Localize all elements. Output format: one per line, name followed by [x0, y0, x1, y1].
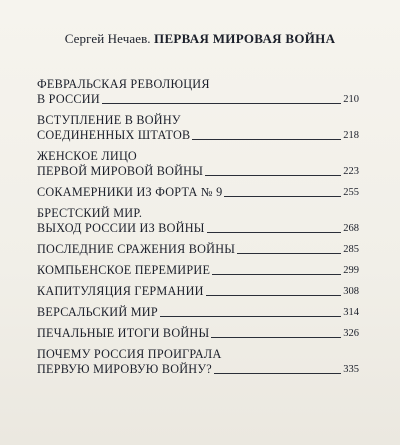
toc-entry-row — [37, 326, 359, 341]
toc-entry — [37, 305, 359, 320]
toc-entry — [37, 347, 359, 377]
toc-entry-row — [37, 164, 359, 179]
toc-page-number: 308 — [343, 286, 359, 297]
toc-entry — [37, 149, 359, 179]
toc-entry-title-line: СОЕДИНЕННЫХ ШТАТОВ — [37, 128, 191, 142]
toc-entry-title-line: ЖЕНСКОЕ ЛИЦО — [37, 149, 137, 163]
toc-entry-title-line: ПЕРВОЙ МИРОВОЙ ВОЙНЫ — [37, 164, 204, 178]
toc-entry — [37, 242, 359, 257]
leader-line — [205, 175, 341, 176]
toc-page-number: 299 — [343, 265, 359, 276]
toc-entry-title-line: СОКАМЕРНИКИ ИЗ ФОРТА № 9 — [37, 185, 223, 199]
leader-line — [224, 196, 341, 197]
leader-line — [206, 295, 342, 296]
toc-page-number: 210 — [343, 94, 359, 105]
toc-page-number: 285 — [343, 244, 359, 255]
toc-entry-title-line: БРЕСТСКИЙ МИР. — [37, 206, 143, 220]
leader-line — [237, 253, 341, 254]
toc-entry-title-line: ПЕЧАЛЬНЫЕ ИТОГИ ВОЙНЫ — [37, 326, 210, 340]
toc-entry-title-line: ФЕВРАЛЬСКАЯ РЕВОЛЮЦИЯ — [37, 77, 210, 91]
leader-line — [214, 373, 341, 374]
leader-line — [192, 139, 341, 140]
table-of-contents — [37, 77, 359, 383]
toc-entry — [37, 206, 359, 236]
toc-entry-row — [37, 92, 359, 107]
toc-entry-title-line: КАПИТУЛЯЦИЯ ГЕРМАНИИ — [37, 284, 204, 298]
toc-entry-title-line: ВСТУПЛЕНИЕ В ВОЙНУ — [37, 113, 181, 127]
toc-page-number: 268 — [343, 223, 359, 234]
toc-entry — [37, 326, 359, 341]
toc-entry-title-line: В РОССИИ — [37, 92, 100, 106]
toc-page-number: 218 — [343, 130, 359, 141]
leader-line — [160, 316, 341, 317]
toc-entry-row — [37, 305, 359, 320]
toc-entry-title-line: ВЫХОД РОССИИ ИЗ ВОЙНЫ — [37, 221, 205, 235]
toc-entry — [37, 113, 359, 143]
toc-entry-row — [37, 128, 359, 143]
toc-entry-title-line: КОМПЬЕНСКОЕ ПЕРЕМИРИЕ — [37, 263, 211, 277]
toc-entry — [37, 77, 359, 107]
toc-entry-row — [37, 284, 359, 299]
toc-entry-row — [37, 242, 359, 257]
toc-entry-title-line: ВЕРСАЛЬСКИЙ МИР — [37, 305, 158, 319]
leader-line — [211, 337, 341, 338]
leader-line — [212, 274, 341, 275]
toc-page-number: 335 — [343, 364, 359, 375]
toc-page-number: 223 — [343, 166, 359, 177]
toc-entry-title-line: ПОСЛЕДНИЕ СРАЖЕНИЯ ВОЙНЫ — [37, 242, 236, 256]
toc-entry-title-line: ПЕРВУЮ МИРОВУЮ ВОЙНУ? — [37, 362, 212, 376]
leader-line — [102, 103, 341, 104]
toc-entry — [37, 185, 359, 200]
toc-entry-row — [37, 263, 359, 278]
toc-entry-row — [37, 221, 359, 236]
toc-entry-title-line: ПОЧЕМУ РОССИЯ ПРОИГРАЛА — [37, 347, 222, 361]
toc-entry-row — [37, 362, 359, 377]
toc-entry-row — [37, 185, 359, 200]
toc-page-number: 255 — [343, 187, 359, 198]
toc-page-number: 326 — [343, 328, 359, 339]
toc-page-number: 314 — [343, 307, 359, 318]
page-header — [0, 31, 400, 47]
toc-entry — [37, 284, 359, 299]
book-title: ПЕРВАЯ МИРОВАЯ ВОЙНА — [154, 31, 336, 46]
leader-line — [207, 232, 342, 233]
toc-entry — [37, 263, 359, 278]
book-author: Сергей Нечаев. — [64, 31, 151, 46]
